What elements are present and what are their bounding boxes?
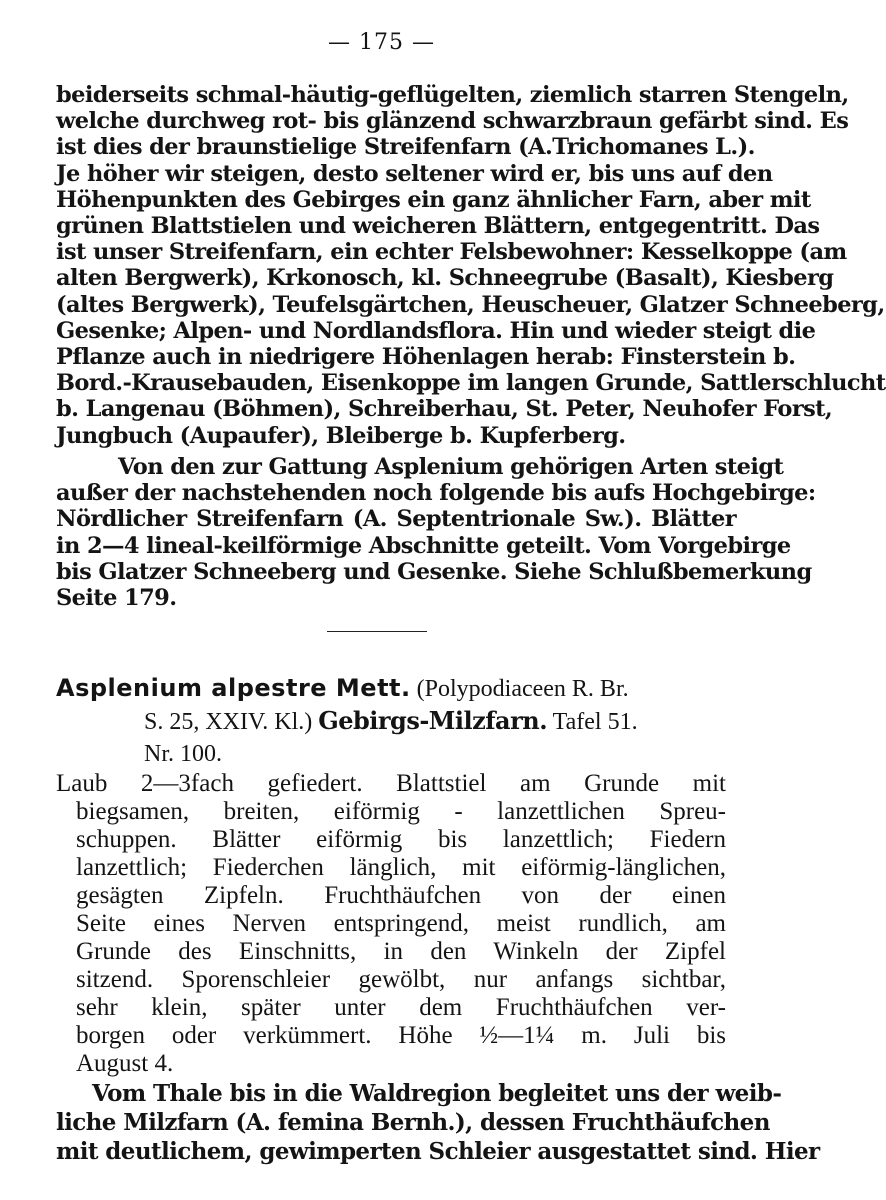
text-line: b. Langenau (Böhmen), Schreiberhau, St. Peter, Neuhofer Forst, <box>56 396 833 423</box>
text-line: Laub 2—3fach gefiedert. Blattstiel am Grunde mit <box>56 770 726 797</box>
paragraph-asplenium-arten <box>56 454 816 612</box>
text-line: alten Bergwerk), Krkonosch, kl. Schneegrube (Basalt), Kiesberg <box>56 265 834 292</box>
paragraph-milzfarn <box>56 1079 820 1166</box>
text-line: biegsamen, breiten, eiförmig - lanzettlichen Spreu- <box>76 798 726 825</box>
page-number: — 175 — <box>328 30 435 55</box>
text-line: (altes Bergwerk), Teufelsgärtchen, Heuscheuer, Glatzer Schneeberg, <box>56 291 885 318</box>
heading-line <box>56 705 736 738</box>
text-line: Seite 179. <box>56 585 177 612</box>
text-line: lanzettlich; Fiederchen länglich, mit eiförmig-länglichen, <box>76 854 726 881</box>
text-line: Von den zur Gattung Asplenium gehörigen Arten steigt <box>118 454 784 480</box>
species-description <box>56 770 726 1078</box>
section-divider <box>327 631 427 632</box>
paragraph-streifenfarn <box>56 82 886 449</box>
text-line: Seite eines Nerven entspringend, meist rundlich, am <box>76 910 726 937</box>
text-line: ist unser Streifenfarn, ein echter Felsbewohner: Kesselkoppe (am <box>56 239 847 266</box>
text-line: Bord.-Krausebauden, Eisenkoppe im langen Grunde, Sattlerschlucht <box>56 370 886 397</box>
text-line: Vom Thale bis in die Waldregion begleitet uns der weib- <box>92 1080 782 1107</box>
species-heading <box>56 672 736 770</box>
text-line: sitzend. Sporenschleier gewölbt, nur anfangs sichtbar, <box>76 966 726 993</box>
heading-line <box>56 672 736 705</box>
text-line: grünen Blattstielen und weicheren Blättern, entgegentritt. Das <box>56 213 820 240</box>
text-line: August 4. <box>76 1050 174 1077</box>
family-ref: (Polypodiaceen R. Br. <box>416 676 629 702</box>
text-line: Grunde des Einschnitts, in den Winkeln der Zipfel <box>76 938 726 965</box>
class-ref: S. 25, XXIV. Kl.) <box>144 709 313 735</box>
text-line: schuppen. Blätter eiförmig bis lanzettlich; Fiedern <box>76 826 726 853</box>
text-line: beiderseits schmal-häutig-geflügelten, ziemlich starren Stengeln, <box>56 82 849 108</box>
common-name: Gebirgs-Milzfarn. <box>318 706 548 735</box>
text-line: Je höher wir steigen, desto seltener wird er, bis uns auf den <box>56 160 773 187</box>
text-line: ist dies der braunstielige Streifenfarn (A.Trichomanes L.). <box>56 134 755 161</box>
number-ref: Nr. 100. <box>144 741 222 767</box>
text-line: Höhenpunkten des Gebirges ein ganz ähnlicher Farn, aber mit <box>56 186 811 213</box>
heading-line <box>56 738 736 770</box>
text-line: welche durchweg rot- bis glänzend schwarzbraun gefärbt sind. Es <box>56 108 849 135</box>
text-line: borgen oder verkümmert. Höhe ½—1¼ m. Juli bis <box>76 1022 726 1049</box>
species-name: Asplenium alpestre Mett. <box>56 674 411 702</box>
text-line: sehr klein, später unter dem Fruchthäufchen ver- <box>76 994 726 1021</box>
text-line: mit deutlichem, gewimperten Schleier ausgestattet sind. Hier <box>56 1138 820 1165</box>
text-line: gesägten Zipfeln. Fruchthäufchen von der einen <box>76 882 726 909</box>
text-line: außer der nachstehenden noch folgende bis aufs Hochgebirge: <box>56 480 816 507</box>
text-line: Jungbuch (Aupaufer), Bleiberge b. Kupferberg. <box>56 422 626 449</box>
text-line: bis Glatzer Schneeberg und Gesenke. Siehe Schlußbemerkung <box>56 558 812 585</box>
plate-ref: Tafel 51. <box>552 709 638 735</box>
text-line: Pflanze auch in niedrigere Höhenlagen herab: Finsterstein b. <box>56 344 796 371</box>
text-line: in 2—4 lineal-keilförmige Abschnitte geteilt. Vom Vorgebirge <box>56 532 791 559</box>
text-line: liche Milzfarn (A. femina Bernh.), dessen Fruchthäufchen <box>56 1109 770 1136</box>
text-line: Nördlicher Streifenfarn (A. Septentrionale Sw.). Blätter <box>56 506 736 533</box>
text-line: Gesenke; Alpen- und Nordlandsflora. Hin und wieder steigt die <box>56 317 816 344</box>
